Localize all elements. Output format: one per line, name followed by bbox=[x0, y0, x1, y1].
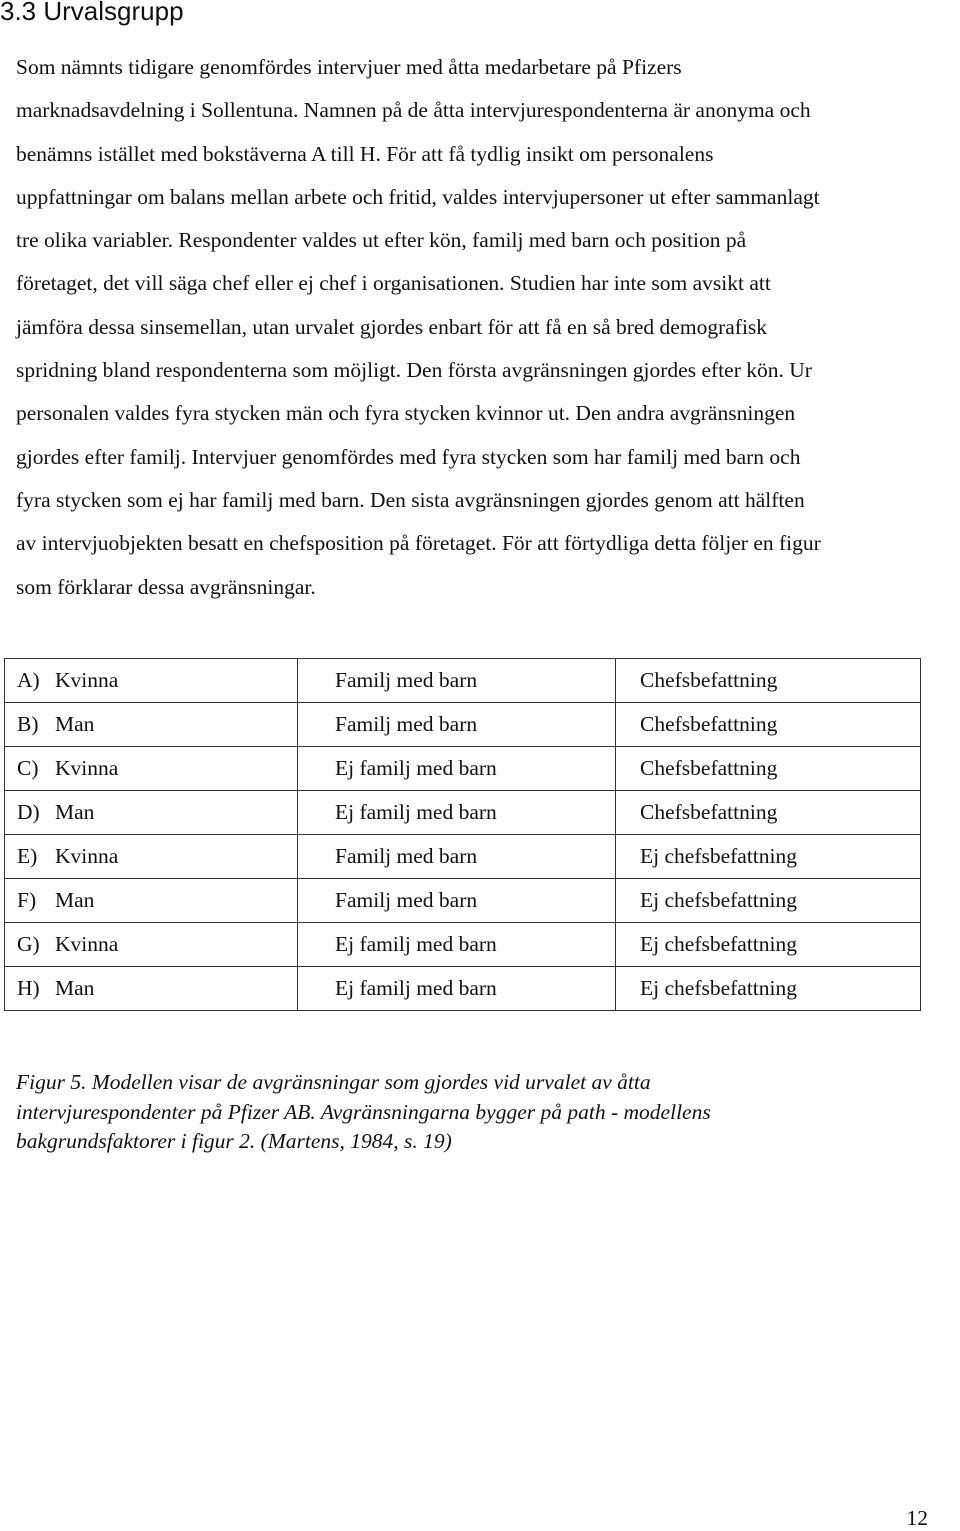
position-cell: Ej chefsbefattning bbox=[616, 967, 921, 1011]
gender-value: Man bbox=[55, 800, 95, 824]
gender-value: Kvinna bbox=[55, 668, 119, 692]
family-cell: Ej familj med barn bbox=[298, 923, 616, 967]
caption-line: bakgrundsfaktorer i figur 2. (Martens, 1984, s. 19) bbox=[16, 1129, 452, 1153]
position-cell: Chefsbefattning bbox=[616, 659, 921, 703]
family-cell: Familj med barn bbox=[298, 703, 616, 747]
gender-cell bbox=[5, 967, 298, 1011]
gender-cell bbox=[5, 879, 298, 923]
body-line: benämns istället med bokstäverna A till H. För att få tydlig insikt om personalens bbox=[16, 141, 714, 166]
respondent-label: C) bbox=[17, 756, 39, 780]
respondent-label: G) bbox=[17, 932, 40, 956]
body-line: marknadsavdelning i Sollentuna. Namnen på de åtta intervjurespondenterna är anonyma och bbox=[16, 98, 811, 123]
body-line: fyra stycken som ej har familj med barn. Den sista avgränsningen gjordes genom att hälften bbox=[16, 487, 805, 512]
gender-cell bbox=[5, 747, 298, 791]
figure-caption bbox=[16, 1068, 896, 1157]
respondent-label: B) bbox=[17, 712, 39, 736]
table-row bbox=[5, 923, 921, 967]
position-cell: Ej chefsbefattning bbox=[616, 835, 921, 879]
gender-cell bbox=[5, 659, 298, 703]
respondent-label: H) bbox=[17, 976, 40, 1000]
gender-value: Man bbox=[55, 976, 95, 1000]
gender-cell bbox=[5, 923, 298, 967]
body-line: jämföra dessa sinsemellan, utan urvalet gjordes enbart för att få en så bred demografisk bbox=[16, 314, 768, 339]
respondent-table bbox=[4, 658, 921, 1011]
gender-cell bbox=[5, 791, 298, 835]
table-row bbox=[5, 879, 921, 923]
gender-value: Man bbox=[55, 712, 95, 736]
gender-cell bbox=[5, 835, 298, 879]
gender-value: Man bbox=[55, 888, 95, 912]
respondent-label: F) bbox=[17, 888, 37, 912]
respondent-label: D) bbox=[17, 800, 40, 824]
family-cell: Ej familj med barn bbox=[298, 967, 616, 1011]
body-line: uppfattningar om balans mellan arbete och fritid, valdes intervjupersoner ut efter sammanlagt bbox=[16, 184, 820, 209]
body-paragraph bbox=[16, 46, 956, 609]
table-row bbox=[5, 967, 921, 1011]
position-cell: Ej chefsbefattning bbox=[616, 923, 921, 967]
body-line: tre olika variabler. Respondenter valdes ut efter kön, familj med barn och position på bbox=[16, 228, 747, 253]
position-cell: Ej chefsbefattning bbox=[616, 879, 921, 923]
family-cell: Familj med barn bbox=[298, 835, 616, 879]
gender-value: Kvinna bbox=[55, 756, 119, 780]
caption-line: intervjurespondenter på Pfizer AB. Avgränsningarna bygger på path - modellens bbox=[16, 1099, 711, 1124]
table-row bbox=[5, 791, 921, 835]
body-line: gjordes efter familj. Intervjuer genomfördes med fyra stycken som har familj med barn och bbox=[16, 444, 801, 469]
table-row bbox=[5, 659, 921, 703]
family-cell: Familj med barn bbox=[298, 659, 616, 703]
table-row bbox=[5, 703, 921, 747]
page-number: 12 bbox=[906, 1506, 928, 1530]
body-line: personalen valdes fyra stycken män och fyra stycken kvinnor ut. Den andra avgränsningen bbox=[16, 401, 796, 426]
position-cell: Chefsbefattning bbox=[616, 703, 921, 747]
family-cell: Ej familj med barn bbox=[298, 747, 616, 791]
body-line: spridning bland respondenterna som möjligt. Den första avgränsningen gjordes efter kön. Ur bbox=[16, 358, 812, 383]
section-heading: 3.3 Urvalsgrupp bbox=[0, 0, 184, 26]
family-cell: Ej familj med barn bbox=[298, 791, 616, 835]
body-line: företaget, det vill säga chef eller ej chef i organisationen. Studien har inte som avsikt att bbox=[16, 271, 771, 296]
position-cell: Chefsbefattning bbox=[616, 747, 921, 791]
family-cell: Familj med barn bbox=[298, 879, 616, 923]
body-line: Som nämnts tidigare genomfördes intervjuer med åtta medarbetare på Pfizers bbox=[16, 55, 682, 79]
position-cell: Chefsbefattning bbox=[616, 791, 921, 835]
respondent-label: A) bbox=[17, 668, 40, 692]
caption-line: Figur 5. Modellen visar de avgränsningar som gjordes vid urvalet av åtta bbox=[16, 1070, 651, 1094]
gender-value: Kvinna bbox=[55, 932, 119, 956]
respondent-label: E) bbox=[17, 844, 38, 868]
table-row bbox=[5, 835, 921, 879]
gender-value: Kvinna bbox=[55, 844, 119, 868]
body-line: av intervjuobjekten besatt en chefsposition på företaget. För att förtydliga detta följer en figur bbox=[16, 531, 821, 556]
gender-cell bbox=[5, 703, 298, 747]
table-row bbox=[5, 747, 921, 791]
body-line: som förklarar dessa avgränsningar. bbox=[16, 574, 316, 599]
